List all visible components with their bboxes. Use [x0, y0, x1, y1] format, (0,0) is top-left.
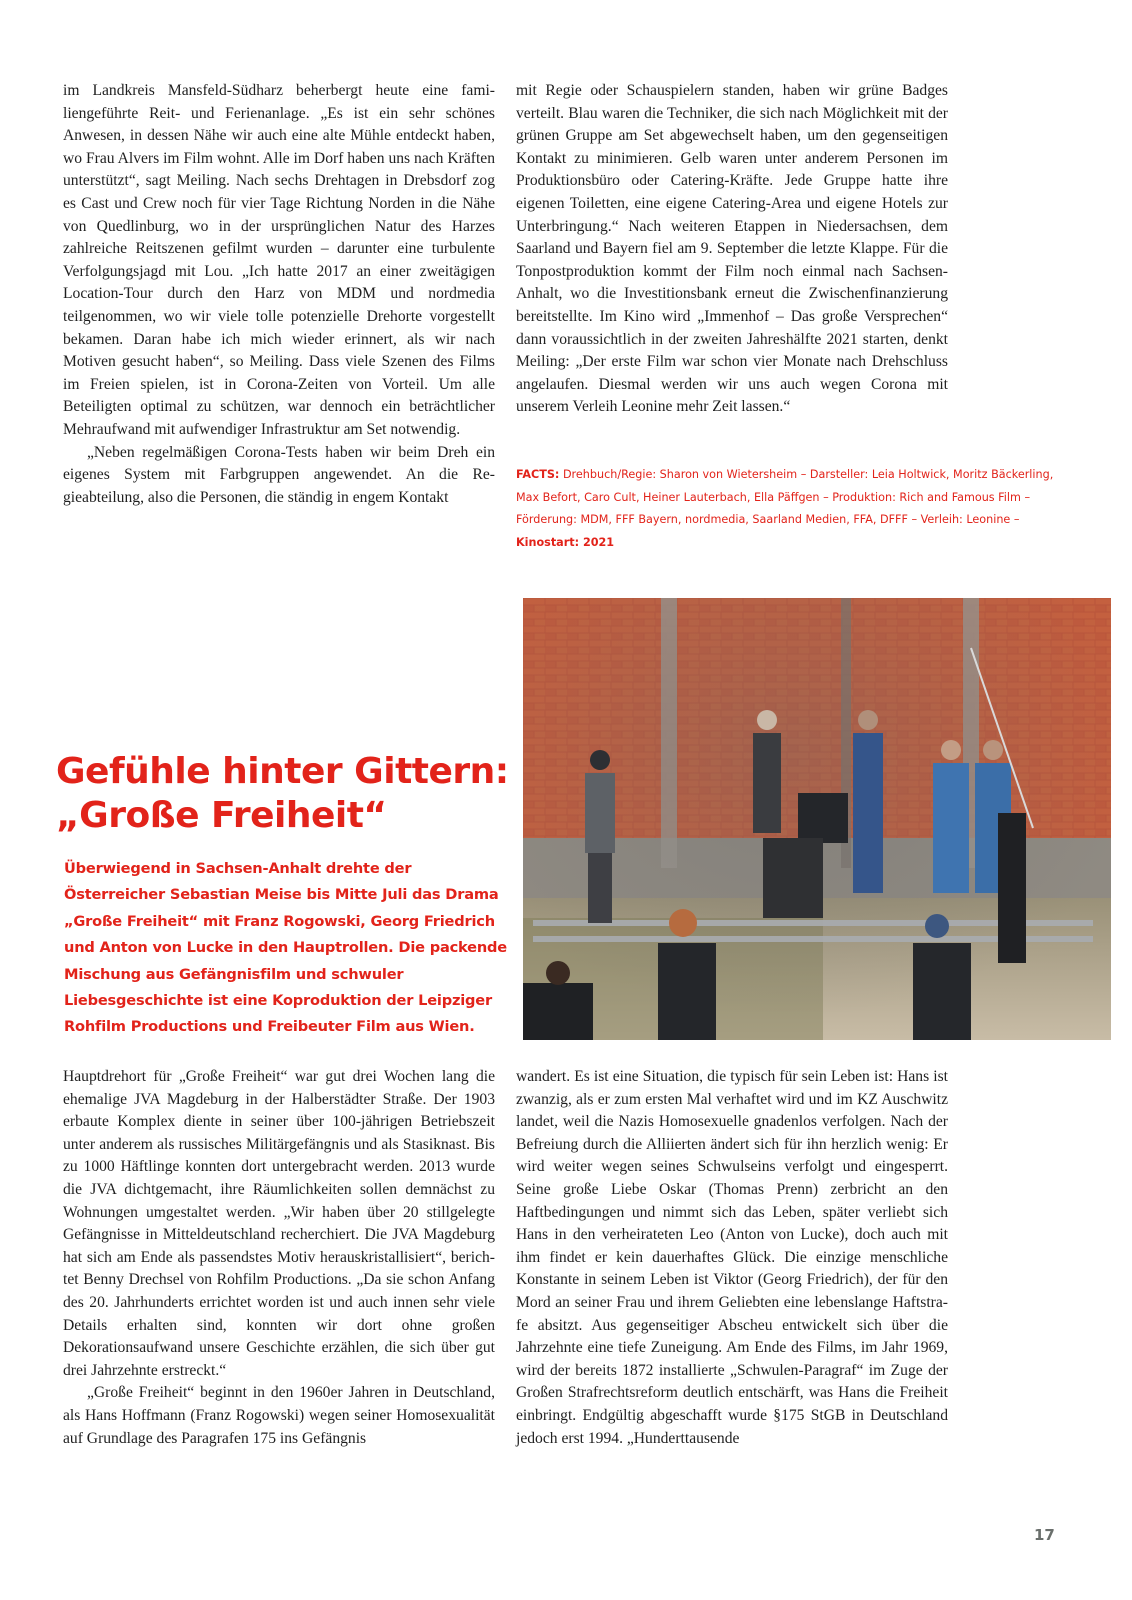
facts-box	[516, 464, 1056, 554]
page-number: 17	[1034, 1526, 1055, 1544]
body-paragraph: „Neben regelmäßigen Corona-Tests haben wir beim Dreh ein eigenes System mit Farbgruppen angewendet. An die Regieabteilung, also die Personen, die ständig in engem Kontakt	[63, 443, 495, 506]
release-date: Kinostart: 2021	[516, 535, 615, 549]
body-paragraph: „Große Freiheit“ beginnt in den 1960er Jahren in Deutschland, als Hans Hoffmann (Franz Rogowski) wegen seiner Homosexualität auf Grundlage des Paragrafen 175 ins Gefängnis	[63, 1384, 495, 1447]
facts-text: Drehbuch/Regie: Sharon von Wietersheim – Darsteller: Leia Holtwick, Moritz Bäckerling, Max Befort, Caro Cult, Heiner Lauterbach, Ella Päffgen – Produktion: Rich and Famous Film – Förderung: MDM, FFF Bayern, nordmedia, Saarland Medien, FFA, DFFF – Verleih: Leonine –	[516, 468, 1054, 527]
article-intro: Überwiegend in Sachsen-Anhalt drehte der Österreicher Sebastian Meise bis Mitte Juli das Drama „Große Freiheit“ mit Franz Rogowski, Georg Friedrich und Anton von Lucke in den Hauptrollen. Die packende Mischung aus Gefängnisfilm und schwuler Liebesgeschichte ist eine Koproduktion der Leipziger Rohfilm Productions und Freibeuter Film aus Wien.	[64, 860, 507, 1036]
headline-line-1: Gefühle hinter Gittern:	[56, 751, 509, 792]
body-paragraph: mit Regie oder Schauspielern standen, haben wir grüne Badges verteilt. Blau waren die Techniker, die sich nach Möglichkeit mit der grünen Gruppe am Set abgewechselt haben, um den gegenseitigen Kontakt zu minimieren. Gelb waren unter anderem Personen im Produktionsbüro oder Catering-Kräfte. Jede Gruppe hatte ihre eigenen Toiletten, eine eigene Catering-Area und eigene Hotels zur Unterbringung.“ Nach weiteren Etappen in Niedersachsen, dem Saarland und Bayern fiel am 9. September die letzte Klappe. Für die Tonpostproduktion kommt der Film noch einmal nach Sachsen-Anhalt, wo die Investitionsbank erneut die Zwischenfinanzierung bereitstellte. Im Kino wird „Immenhof – Das große Versprechen“ dann voraussichtlich in der zweiten Jahreshälfte 2021 starten, denkt Meiling: „Der erste Film war schon vier Monate nach Drehschluss angelaufen. Diesmal werden wir uns auch wegen Corona mit unserem Verleih Leonine mehr Zeit lassen.“	[516, 82, 948, 416]
article2-column-right	[516, 1066, 948, 1450]
body-paragraph: im Landkreis Mansfeld-Südharz beherbergt heute eine familiengeführte Reit- und Ferienanlage. „Es ist ein sehr schönes Anwesen, in dessen Nähe wir auch eine alte Mühle entdeckt haben, wo Frau Alvers im Film wohnt. Alle im Dorf haben uns nach Kräften unterstützt“, sagt Meiling. Nach sechs Drehtagen in Drebsdorf zog es Cast und Crew noch für vier Tage Richtung Norden in die Nähe von Quedlinburg, wo in der ursprünglichen Natur des Harzes zahlreiche Reitszenen gefilmt wurden – darunter eine turbulente Verfolgungsjagd mit Lou. „Ich hatte 2017 an einer zweitägigen Location-Tour durch den Harz von MDM und nordmedia teilgenommen, wo wir viele tolle potenzielle Drehorte vorgestellt bekamen. Daran habe ich mich wieder erinnert, als wir nach Motiven gesucht haben“, so Meiling. Dass viele Szenen des Films im Freien spielen, ist in Corona-Zeiten von Vorteil. Um alle Beteiligten optimal zu schützen, war dennoch ein beträchtlicher Mehraufwand mit aufwendiger Infrastruktur am Set notwendig.	[63, 82, 495, 438]
article2-column-left	[63, 1066, 495, 1450]
article-headline	[56, 750, 526, 838]
body-paragraph: wandert. Es ist eine Situation, die typisch für sein Leben ist: Hans ist zwanzig, als er zum ersten Mal verhaftet wird und im KZ Auschwitz landet, weil die Nazis Homosexuelle gnadenlos verfolgen. Nach der Befreiung durch die Alliierten ändert sich für ihn herzlich wenig: Er wird weiter wegen seines Schwulseins verfolgt und eingesperrt. Seine große Liebe Oskar (Thomas Prenn) zerbricht an den Haftbedingungen und nimmt sich das Leben, später verliebt sich Hans in den verheirateten Leo (Anton von Lucke), doch auch mit ihm findet er kein dauerhaftes Glück. Die einzige menschliche Konstante in seinem Leben ist Viktor (Georg Friedrich), der für den Mord an seiner Frau und ihrem Geliebten eine lebenslange Haftstrafe absitzt. Aus gegenseitiger Abscheu entwickelt sich über die Jahrzehnte eine tiefe Zuneigung. Am Ende des Films, im Jahr 1969, wird der bereits 1872 installierte „Schwulen-Paragraf“ im Zuge der Großen Strafrechtsreform deutlich entschärft, was Hans die Freiheit einbringt. Endgültig abgeschafft wurde §175 StGB in Deutschland jedoch erst 1994. „Hunderttausende	[516, 1068, 948, 1447]
article1-column-right	[516, 80, 948, 419]
headline-line-2: „Große Freiheit“	[56, 795, 387, 836]
article1-column-left	[63, 80, 495, 509]
film-set-illustration	[523, 598, 1111, 1040]
body-paragraph: Hauptdrehort für „Große Freiheit“ war gut drei Wochen lang die ehemalige JVA Magdeburg in der Halberstädter Straße. Der 1903 erbaute Komplex diente in seiner über 100-jährigen Betriebszeit unter anderem als russisches Militärgefängnis und als Stasiknast. Bis zu 1000 Häftlinge konnten dort untergebracht werden. 2013 wurde die JVA dichtgemacht, ihre Räumlichkeiten sollen demnächst zu Wohnungen umgestaltet werden. „Wir haben über 20 stillgelegte Gefängnisse in Mitteldeutschland recherchiert. Die JVA Magdeburg hat sich am Ende als passendstes Motiv herauskristallisiert“, berichtet Benny Drechsel von Rohfilm Productions. „Da sie schon Anfang des 20. Jahrhunderts errichtet worden ist und auch innen sehr viele Details erhalten sind, konnten wir dort ohne großen Dekorationsaufwand unsere Geschichte erzählen, die sich über gut drei Jahrzehnte erstreckt.“	[63, 1068, 495, 1379]
film-set-photo	[523, 598, 1111, 1040]
facts-label: FACTS:	[516, 468, 560, 481]
